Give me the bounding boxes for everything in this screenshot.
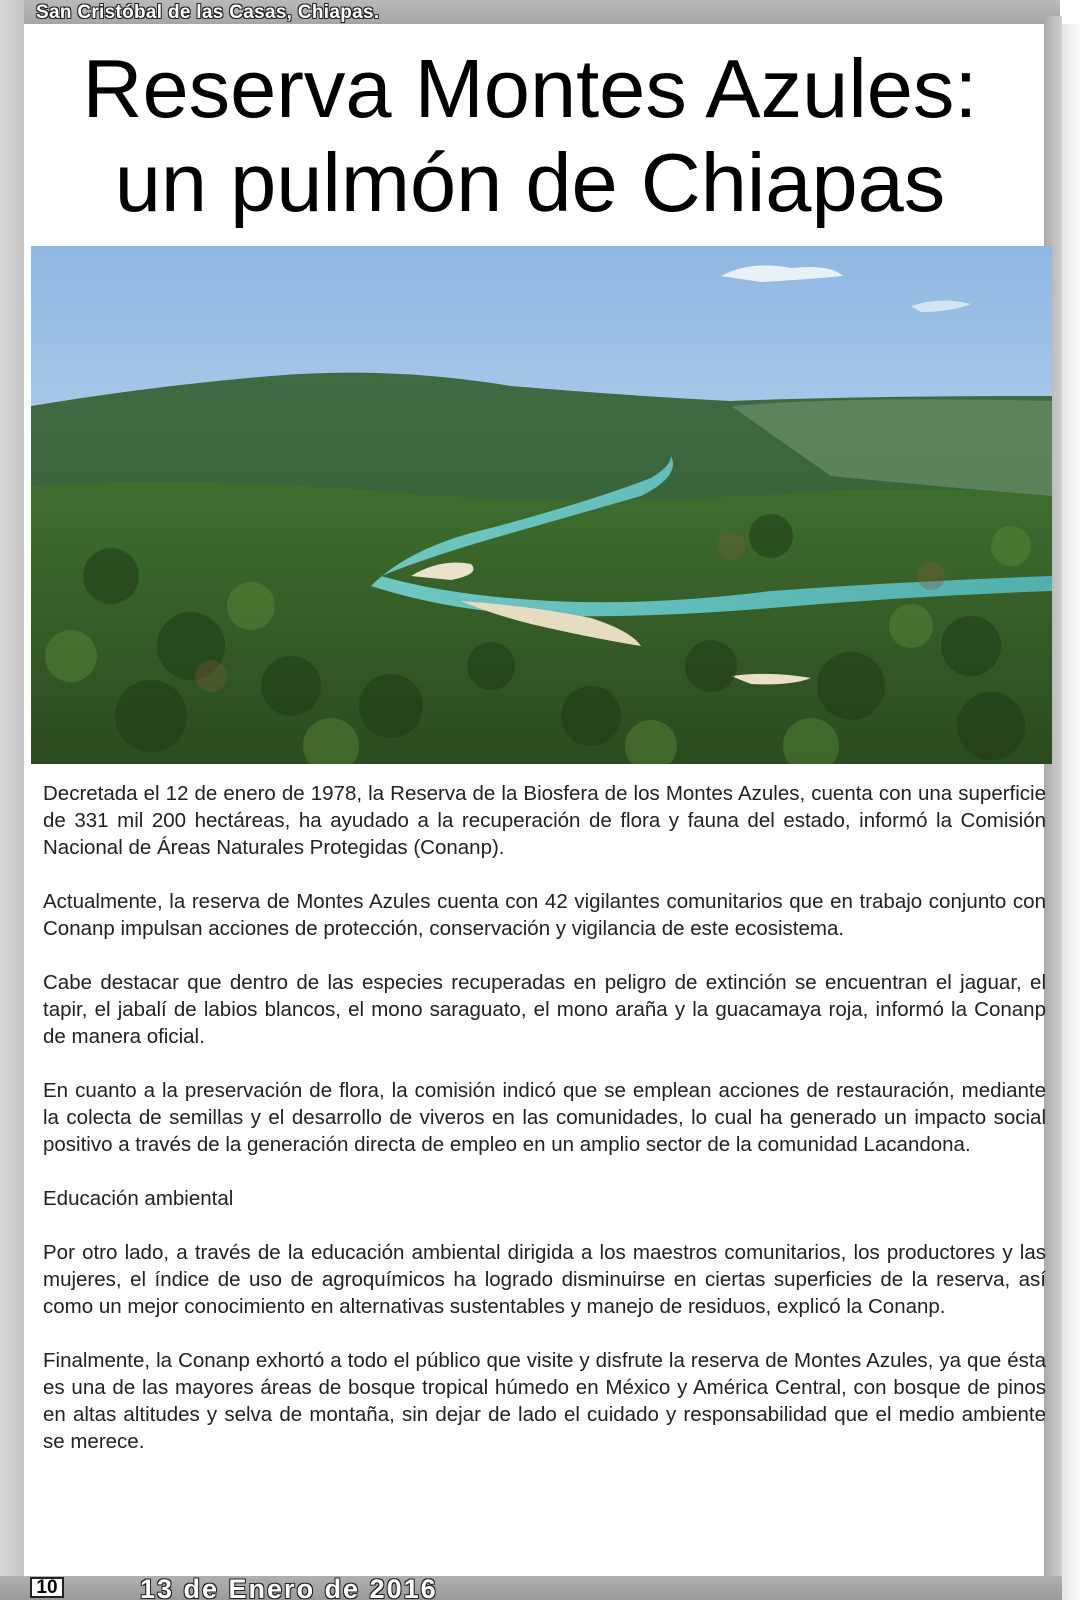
frame-left-border [0,0,24,1600]
header-location: San Cristóbal de las Casas, Chiapas. [36,2,380,23]
article-paragraph: Por otro lado, a través de la educación ambiental dirigida a los maestros comunitarios, los productores y las mujeres, el índice de uso de agroquímicos ha logrado disminuirse en ciertas superficies de la reserva, así como un mejor conocimiento en alternativas sustentables y manejo de residuos, explicó la Conanp. [43,1241,1046,1318]
title-line-2: un pulmón de Chiapas [114,136,946,229]
title-line-1: Reserva Montes Azules: [82,42,978,135]
article-body [43,780,1046,1482]
article-subheading: Educación ambiental [43,1187,234,1210]
article-paragraph: Actualmente, la reserva de Montes Azules cuenta con 42 vigilantes comunitarios que en trabajo conjunto con Conanp impulsan acciones de protección, conservación y vigilancia de este ecosistema. [43,890,1046,940]
article-paragraph: Decretada el 12 de enero de 1978, la Reserva de la Biosfera de los Montes Azules, cuenta con una superficie de 331 mil 200 hectáreas, ha ayudado a la recuperación de flora y fauna del estado, informó la Comisión Nacional de Áreas Naturales Protegidas (Conanp). [43,782,1046,859]
landscape-photo [31,246,1052,764]
page-title [30,42,1030,230]
frame-right-shadow [1062,24,1083,1600]
issue-date: 13 de Enero de 2016 [140,1574,438,1604]
article-paragraph: En cuanto a la preservación de flora, la comisión indicó que se emplean acciones de restauración, mediante la colecta de semillas y el desarrollo de viveros en las comunidades, lo cual ha generado un impacto social positivo a través de la generación directa de empleo en un amplio sector de la comunidad Lacandona. [43,1079,1046,1156]
page-number: 10 [30,1577,64,1598]
article-paragraph: Finalmente, la Conanp exhortó a todo el público que visite y disfrute la reserva de Montes Azules, ya que ésta es una de las mayores áreas de bosque tropical húmedo en México y América Central, con bosque de pinos en altas altitudes y selva de montaña, sin dejar de lado el cuidado y responsabilidad que el medio ambiente se merece. [43,1349,1046,1453]
article-paragraph: Cabe destacar que dentro de las especies recuperadas en peligro de extinción se encuentran el jaguar, el tapir, el jabalí de labios blancos, el mono saraguato, el mono araña y la guacamaya roja, informó la Conanp de manera oficial. [43,971,1046,1048]
